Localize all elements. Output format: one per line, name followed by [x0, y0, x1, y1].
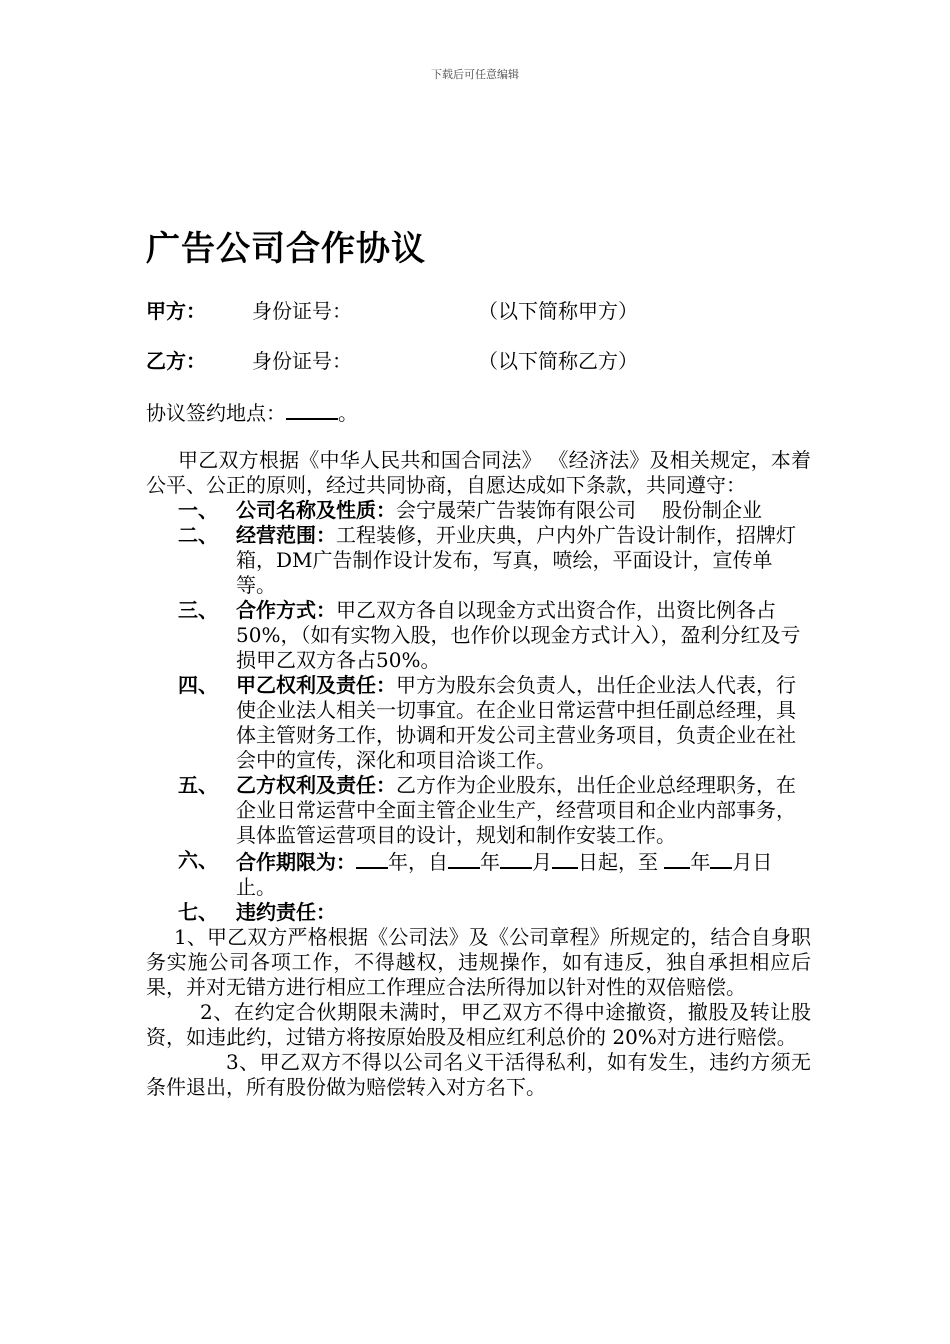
clause-number: 三、	[178, 598, 218, 622]
party-a-id-label: 身份证号：	[252, 299, 352, 323]
start-year-blank	[448, 848, 480, 869]
party-b-id-label: 身份证号：	[252, 349, 352, 373]
term-text-year: 年，自	[388, 850, 448, 874]
clause-number: 七、	[178, 900, 218, 924]
term-text-year2: 年	[480, 850, 500, 874]
clause-text: 甲方为股东会负责人，出任企业法人代表，行使企业法人相关一切事宜。在企业日常运营中担任副总经理，具体主管财务工作，协调和开发公司主营业务项目，负责企业在社会中的宣传，深化和项目洽谈工作。	[236, 673, 796, 772]
sign-place-label: 协议签约地点：	[146, 401, 286, 425]
term-years-blank	[356, 848, 388, 869]
clause-heading: 经营范围：	[236, 523, 336, 547]
clause-text: 乙方作为企业股东，出任企业总经理职务，在企业日常运营中全面主管企业生产，经营项目和企业内部事务，具体监管运营项目的设计，规划和制作安装工作。	[236, 773, 796, 847]
clause-7-breach	[146, 900, 811, 925]
clause-5	[146, 773, 811, 848]
intro-paragraph: 甲乙双方根据《中华人民共和国合同法》 《经济法》及相关规定，本着公平、公正的原则，经过共同协商，自愿达成如下条款，共同遵守：	[146, 448, 811, 497]
clause-heading: 合作方式：	[236, 598, 336, 622]
end-month-blank	[710, 848, 732, 869]
document-title: 广告公司合作协议	[146, 229, 426, 269]
term-text-from: 日起，至	[578, 850, 658, 874]
breach-item-1: 1、甲乙双方严格根据《公司法》及《公司章程》所规定的，结合自身职务实施公司各项工作，不得越权，违规操作，如有违反，独自承担相应后果，并对无错方进行相应工作理应合法所得加以针对性的双倍赔偿。	[146, 925, 811, 999]
clause-text-2: 股份制企业	[662, 498, 762, 522]
sign-place-line	[146, 398, 358, 426]
term-text-year3: 年	[690, 850, 711, 874]
sign-place-blank	[286, 398, 338, 420]
clause-number: 四、	[178, 673, 218, 697]
start-month-blank	[500, 848, 532, 869]
clause-heading: 违约责任：	[236, 900, 336, 924]
clause-1	[146, 498, 811, 523]
breach-item-3: 3、甲乙双方不得以公司名义干活得私利，如有发生，违约方须无条件退出，所有股份做为赔偿转入对方名下。	[146, 1050, 811, 1099]
clause-number: 五、	[178, 773, 218, 797]
clause-heading: 甲乙权利及责任：	[236, 673, 396, 697]
breach-item-2: 2、在约定合伙期限未满时，甲乙双方不得中途撤资，撤股及转让股资，如违此约，过错方将按原始股及相应红利总价的 20%对方进行赔偿。	[146, 1000, 811, 1049]
clause-number: 一、	[178, 498, 218, 522]
term-text-month: 月	[532, 850, 552, 874]
clause-4	[146, 673, 811, 773]
start-day-blank	[552, 848, 578, 869]
clause-list	[146, 498, 811, 925]
party-a-abbr: （以下简称甲方）	[478, 299, 638, 323]
clause-heading: 合作期限为：	[236, 850, 356, 874]
clause-heading: 乙方权利及责任：	[236, 773, 396, 797]
clause-text: 会宁晟荣广告装饰有限公司	[396, 498, 636, 522]
party-b-abbr: （以下简称乙方）	[478, 349, 638, 373]
clause-number: 二、	[178, 523, 218, 547]
party-a-label: 甲方：	[146, 299, 206, 323]
end-year-blank	[664, 848, 690, 869]
clause-text: 甲乙双方各自以现金方式出资合作，出资比例各占 50%，（如有实物入股，也作价以现金方式计入），盈利分红及亏损甲乙双方各占50%。	[236, 598, 801, 672]
clause-6-term	[146, 848, 811, 900]
agreement-body	[146, 448, 811, 1100]
sign-place-end: 。	[338, 401, 358, 425]
party-b-label: 乙方：	[146, 349, 206, 373]
clause-text: 工程装修，开业庆典，户内外广告设计制作，招牌灯箱，DM广告制作设计发布，写真，喷绘，平面设计，宣传单等。	[236, 523, 796, 597]
term-text-to: 日止。	[236, 850, 773, 899]
clause-2	[146, 523, 811, 598]
clause-heading: 公司名称及性质：	[236, 498, 396, 522]
header-note: 下载后可任意编辑	[431, 68, 519, 81]
clause-3	[146, 598, 811, 673]
clause-number: 六、	[178, 848, 218, 872]
term-text-month2: 月	[732, 850, 753, 874]
